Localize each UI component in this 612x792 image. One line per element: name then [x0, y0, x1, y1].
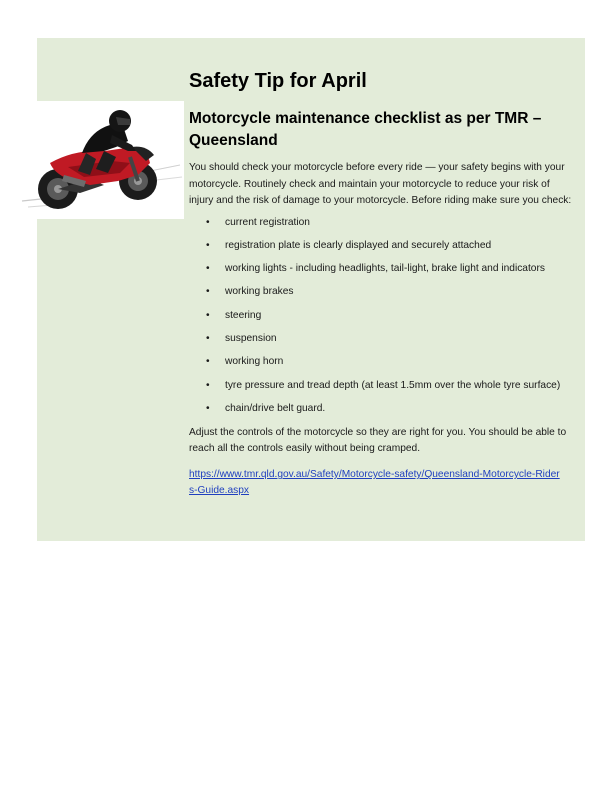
list-item-text: working horn	[225, 356, 284, 368]
list-item	[189, 402, 575, 416]
intro-paragraph: You should check your motorcycle before every ride — your safety begins with your motorcycle. Routinely check and maintain your motorcycle to reduce your risk of injury and the risk of damage to your motorcycle. Before riding make sure you check:	[189, 162, 572, 206]
page-title: Safety Tip for April	[189, 70, 367, 92]
list-item-text: current registration	[225, 216, 310, 228]
motorcycle-rider-image	[20, 101, 184, 219]
list-item	[189, 332, 575, 346]
list-item	[189, 309, 575, 323]
bullet-icon: •	[206, 286, 210, 298]
bullet-icon: •	[206, 356, 210, 368]
bullet-icon: •	[206, 309, 210, 321]
list-item	[189, 379, 575, 393]
maintenance-checklist	[189, 216, 575, 416]
bullet-icon: •	[206, 402, 210, 414]
list-item-text: tyre pressure and tread depth (at least 1.5mm over the whole tyre surface)	[225, 379, 561, 391]
article-subtitle: Motorcycle maintenance checklist as per TMR – Queensland	[189, 110, 542, 149]
bullet-icon: •	[206, 332, 210, 344]
list-item-text: suspension	[225, 332, 277, 344]
bullet-icon: •	[206, 263, 210, 275]
list-item-text: working brakes	[225, 286, 294, 298]
bullet-icon: •	[206, 239, 210, 251]
list-item	[189, 216, 575, 230]
list-item-text: working lights - including headlights, tail-light, brake light and indicators	[225, 263, 545, 275]
list-item	[189, 262, 575, 276]
list-item-text: chain/drive belt guard.	[225, 402, 326, 414]
closing-paragraph: Adjust the controls of the motorcycle so they are right for you. You should be able to reach all the controls easily without being cramped.	[189, 427, 567, 455]
list-item	[189, 285, 575, 299]
bullet-icon: •	[206, 216, 210, 228]
article-content	[189, 68, 575, 499]
tmr-riders-guide-link[interactable]: https://www.tmr.qld.gov.au/Safety/Motorcycle-safety/Queensland-Motorcycle-Riders-Guide.aspx	[189, 469, 560, 497]
list-item-text: registration plate is clearly displayed and securely attached	[225, 239, 492, 251]
list-item	[189, 355, 575, 369]
motorcycle-icon	[20, 101, 184, 219]
list-item-text: steering	[225, 309, 262, 321]
list-item	[189, 239, 575, 253]
bullet-icon: •	[206, 379, 210, 391]
